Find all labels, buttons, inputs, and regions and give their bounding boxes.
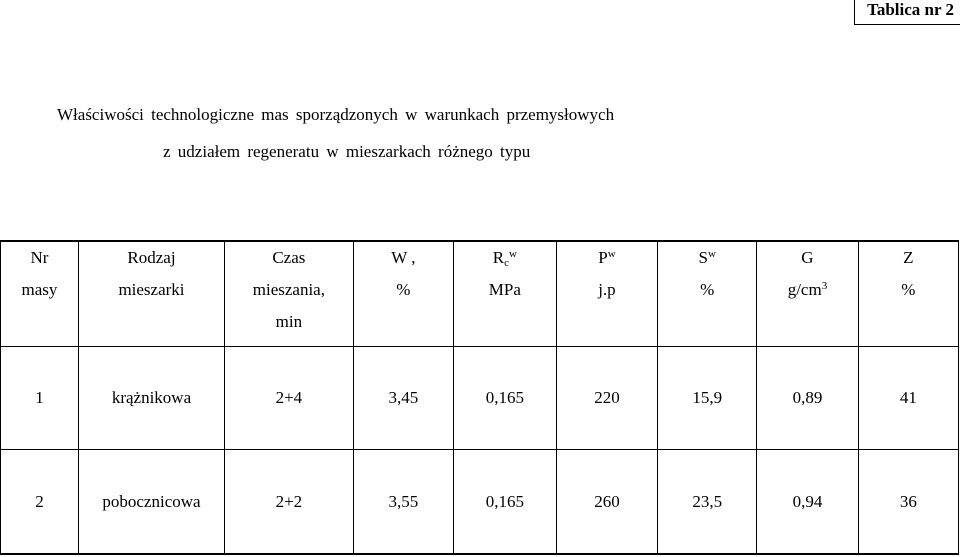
cell-pw: 220 [556, 347, 657, 450]
cell-sw: 15,9 [658, 347, 757, 450]
cell-czas: 2+2 [225, 450, 354, 555]
cell-pw: 260 [556, 450, 657, 555]
header-w: W , % [353, 241, 453, 347]
properties-table [0, 240, 959, 555]
title-line-1: Właściwości technologiczne mas sporządzonych w warunkach przemysłowych [57, 105, 615, 124]
table-row [1, 347, 959, 450]
cell-nr: 1 [1, 347, 79, 450]
cell-g: 0,94 [757, 450, 858, 555]
cell-rodzaj: pobocznicowa [78, 450, 224, 555]
header-nr: Nr masy [1, 241, 79, 347]
cell-w: 3,55 [353, 450, 453, 555]
header-z: Z % [858, 241, 958, 347]
table-row [1, 450, 959, 555]
cell-czas: 2+4 [225, 347, 354, 450]
cell-w: 3,45 [353, 347, 453, 450]
header-sw: $S^w$ % [658, 241, 757, 347]
title-line-2: z udziałem regeneratu w mieszarkach różnego typu [163, 142, 531, 161]
header-rodzaj: Rodzaj mieszarki [78, 241, 224, 347]
table-header-row [1, 241, 959, 347]
header-czas: Czas mieszania, min [225, 241, 354, 347]
cell-rodzaj: krążnikowa [78, 347, 224, 450]
header-pw: $P^w$ j.p [556, 241, 657, 347]
header-g: G $g/cm^3$ [757, 241, 858, 347]
header-rc: $R_c^w$ MPa [453, 241, 556, 347]
cell-nr: 2 [1, 450, 79, 555]
cell-sw: 23,5 [658, 450, 757, 555]
cell-z: 36 [858, 450, 958, 555]
cell-g: 0,89 [757, 347, 858, 450]
table-number-label: Tablica nr 2 [854, 0, 960, 25]
cell-rc: 0,165 [453, 347, 556, 450]
cell-rc: 0,165 [453, 450, 556, 555]
cell-z: 41 [858, 347, 958, 450]
